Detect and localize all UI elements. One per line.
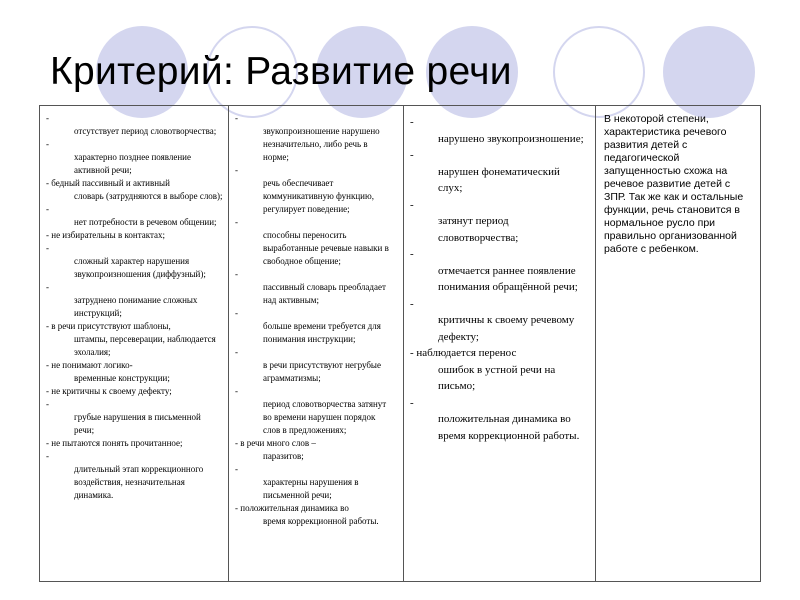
list-item — [235, 437, 399, 463]
list-item-text: положительная динамика во время коррекционной работы. — [438, 413, 580, 442]
list-item — [46, 112, 224, 138]
list-item-lead: - не избирательны в контактах; — [46, 230, 166, 240]
slide-title: Критерий: Развитие речи — [50, 50, 512, 93]
table-column-2 — [229, 106, 404, 581]
list-item — [46, 138, 224, 177]
list-item-dash: - — [235, 269, 238, 279]
list-item-lead: - в речи присутствуют шаблоны, — [46, 321, 171, 331]
list-item — [410, 345, 589, 395]
list-item-dash: - — [46, 243, 49, 253]
list-item — [410, 296, 589, 346]
list-item-text: затруднено понимание сложных инструкций; — [74, 295, 198, 318]
list-item-text: нарушен фонематический слух; — [438, 165, 560, 194]
list-item-dash: - — [410, 116, 414, 128]
list-item — [46, 320, 224, 359]
list-item-text: критичны к своему речевому дефекту; — [438, 314, 575, 343]
list-item-text: ошибок в устной речи на письмо; — [438, 363, 556, 392]
list-item-text: длительный этап коррекционного воздействия, незначительная динамика. — [74, 464, 204, 500]
list-item-lead: - не критичны к своему дефекту; — [46, 386, 172, 396]
list-item-lead: - не понимают логико- — [46, 360, 133, 370]
list-item-dash: - — [46, 204, 49, 214]
list-item-lead: - положительная динамика во — [235, 503, 349, 513]
list-item-dash: - — [46, 399, 49, 409]
list-item-dash: - — [235, 347, 238, 357]
list-item — [235, 502, 399, 528]
list-item-text: больше времени требуется для понимания инструкции; — [263, 321, 381, 344]
list-item — [46, 229, 224, 242]
list-item — [235, 164, 399, 216]
list-item — [46, 437, 224, 450]
list-item-dash: - — [235, 217, 238, 227]
list-item — [410, 395, 589, 445]
list-item-text: отмечается раннее появление понимания обращённой речи; — [438, 264, 578, 293]
list-item-dash: - — [235, 165, 238, 175]
column-1-list — [40, 106, 228, 502]
list-item — [46, 177, 224, 203]
list-item — [46, 203, 224, 229]
list-item — [46, 359, 224, 385]
column-4-note: В некоторой степени, характеристика речевого развития детей с педагогической запущенностью схожа на речевое развитие детей с ЗПР. Так же как и остальные функции, речь становится в нормальное русло при правильно организованной работе с ребенком. — [604, 113, 744, 255]
criteria-table — [39, 105, 761, 582]
list-item — [235, 112, 399, 164]
list-item-dash: - — [410, 297, 414, 310]
list-item — [46, 385, 224, 398]
list-item-text: нарушено звукопроизношение; — [438, 132, 584, 145]
list-item-text: способны переносить выработанные речевые навыки в свободное общение; — [263, 230, 389, 266]
list-item — [235, 307, 399, 346]
list-item-text: характерно позднее появление активной речи; — [74, 152, 191, 175]
table-column-1 — [40, 106, 229, 581]
list-item-text: словарь (затрудняются в выборе слов); — [74, 191, 223, 201]
list-item-text: паразитов; — [263, 451, 304, 461]
list-item — [410, 197, 589, 247]
list-item — [235, 463, 399, 502]
list-item-dash: - — [410, 248, 414, 260]
list-item-text: пассивный словарь преобладает над активным; — [263, 282, 386, 305]
list-item-text: звукопроизношение нарушено незначительно, либо речь в норме; — [263, 126, 380, 162]
list-item-dash: - — [46, 451, 49, 461]
list-item-text: речь обеспечивает коммуникативную функцию, регулирует поведение; — [263, 178, 374, 214]
list-item-text: затянут период словотворчества; — [438, 215, 519, 244]
list-item-text: характерны нарушения в письменной речи; — [263, 477, 359, 500]
list-item-text: время коррекционной работы. — [263, 516, 379, 526]
list-item — [410, 147, 589, 197]
list-item-lead: - наблюдается перенос — [410, 347, 517, 359]
list-item-text: грубые нарушения в письменной речи; — [74, 412, 201, 435]
list-item — [46, 398, 224, 437]
list-item-text: сложный характер нарушения звукопроизношения (диффузный); — [74, 256, 206, 279]
list-item-dash: - — [235, 308, 238, 318]
list-item-text: период словотворчества затянут во времени нарушен порядок слов в предложениях; — [263, 399, 387, 435]
list-item-dash: - — [235, 386, 238, 396]
list-item — [46, 450, 224, 502]
table-column-3 — [404, 106, 596, 581]
list-item-dash: - — [235, 464, 238, 474]
list-item-text: в речи присутствуют негрубые аграмматизмы; — [263, 360, 381, 383]
list-item — [46, 242, 224, 281]
column-2-list — [229, 106, 403, 528]
list-item-text: нет потребности в речевом общении; — [74, 217, 217, 227]
list-item-dash: - — [46, 113, 49, 123]
list-item — [235, 385, 399, 437]
list-item — [410, 246, 589, 296]
column-3-list — [404, 106, 595, 444]
list-item-dash: - — [46, 282, 49, 292]
list-item — [46, 281, 224, 320]
list-item-dash: - — [410, 198, 414, 211]
list-item-dash: - — [235, 113, 238, 123]
list-item-text: отсутствует период словотворчества; — [74, 126, 217, 136]
list-item-text: штампы, персеверации, наблюдается эхолалия; — [74, 334, 216, 357]
list-item — [410, 114, 589, 147]
list-item — [235, 216, 399, 268]
list-item-lead: - бедный пассивный и активный — [46, 178, 170, 188]
list-item-lead: - в речи много слов – — [235, 438, 316, 448]
table-column-4 — [596, 106, 762, 581]
list-item-lead: - не пытаются понять прочитанное; — [46, 438, 183, 448]
list-item — [235, 346, 399, 385]
list-item-dash: - — [410, 396, 414, 409]
list-item-text: временные конструкции; — [74, 373, 170, 383]
list-item-dash: - — [46, 139, 49, 149]
list-item — [235, 268, 399, 307]
list-item-dash: - — [410, 149, 414, 161]
